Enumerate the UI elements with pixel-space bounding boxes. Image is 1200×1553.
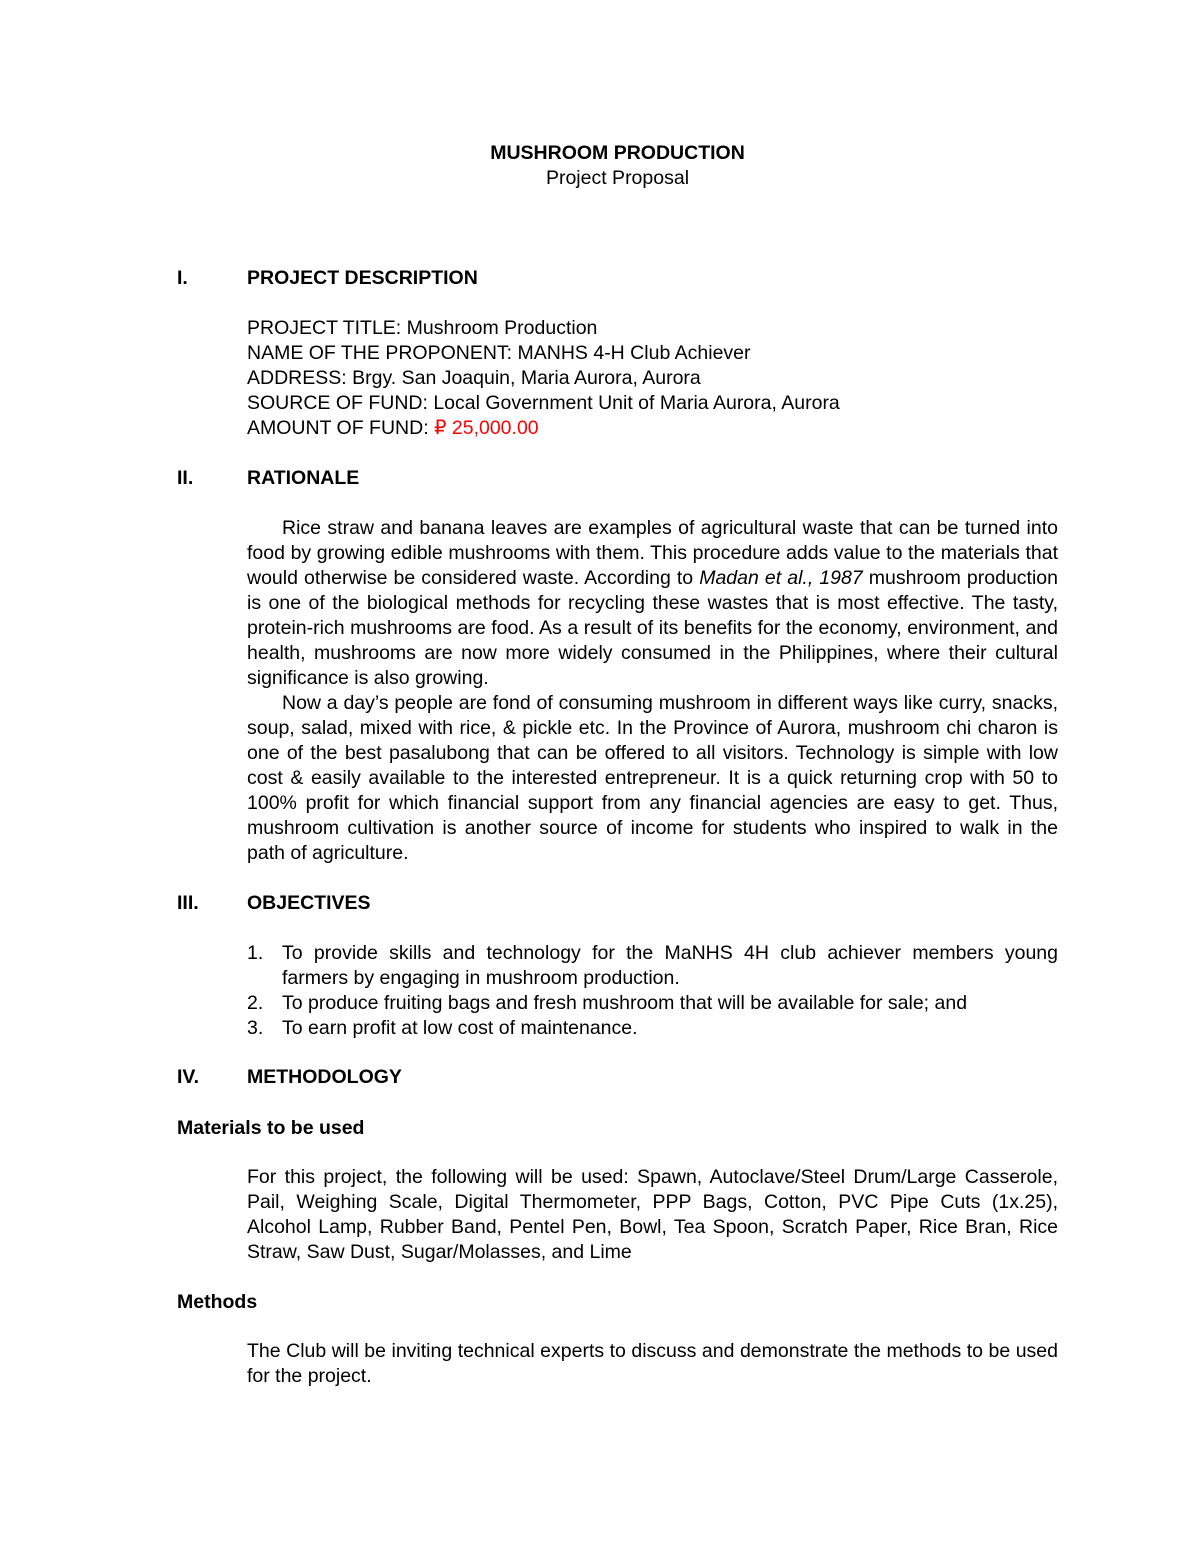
list-number: 1.: [247, 942, 264, 964]
methods-heading: Methods: [177, 1291, 258, 1313]
list-item: [247, 1016, 1058, 1041]
amount-label: AMOUNT OF FUND:: [247, 417, 435, 439]
section-heading-rationale: [177, 466, 1058, 491]
list-text: To earn profit at low cost of maintenance.: [282, 1017, 638, 1039]
methods-paragraph: The Club will be inviting technical experts to discuss and demonstrate the methods to be used for the project.: [247, 1340, 1058, 1387]
rationale-text: Rice straw and banana leaves are examples of agricultural waste that can be turned into food by growing edible mushrooms with them. This procedure adds value to the materials that would otherwise be considered waste. According to: [247, 517, 1058, 589]
section-number: I.: [177, 267, 188, 289]
list-item: [247, 941, 1058, 991]
amount-value: ₽ 25,000.00: [434, 417, 539, 439]
section-number: II.: [177, 467, 194, 489]
list-item: [247, 991, 1058, 1016]
section-heading-methodology: [177, 1065, 1058, 1090]
project-title-line: PROJECT TITLE: Mushroom Production: [247, 317, 598, 339]
citation: Madan et al., 1987: [699, 567, 863, 589]
section-title: METHODOLOGY: [247, 1066, 402, 1088]
list-number: 3.: [247, 1017, 264, 1039]
section-title: RATIONALE: [247, 467, 360, 489]
section-title: PROJECT DESCRIPTION: [247, 267, 478, 289]
document-subtitle: Project Proposal: [545, 167, 690, 189]
list-text: To produce fruiting bags and fresh mushroom that will be available for sale; and: [282, 992, 968, 1014]
rationale-paragraph-1: [247, 516, 1058, 691]
section-heading-description: [177, 266, 1058, 291]
amount-of-fund-line: [247, 416, 1058, 441]
document-body: [177, 141, 1058, 1389]
source-of-fund-line: SOURCE OF FUND: Local Government Unit of Maria Aurora, Aurora: [247, 392, 840, 414]
document-title: MUSHROOM PRODUCTION: [490, 142, 745, 164]
list-number: 2.: [247, 992, 264, 1014]
methods-body: [247, 1339, 1058, 1389]
address-line: ADDRESS: Brgy. San Joaquin, Maria Aurora, Aurora: [247, 367, 701, 389]
objectives-list: [247, 941, 1058, 1041]
section-number: III.: [177, 892, 199, 914]
materials-paragraph: For this project, the following will be used: Spawn, Autoclave/Steel Drum/Large Casserole, Pail, Weighing Scale, Digital Thermometer, PPP Bags, Cotton, PVC Pipe Cuts (1x.25), Alcohol Lamp, Rubber Band, Pentel Pen, Bowl, Tea Spoon, Scratch Paper, Rice Bran, Rice Straw, Saw Dust, Sugar/Molasses, and Lime: [247, 1166, 1058, 1263]
project-details: [247, 316, 1058, 441]
rationale-paragraph-2: Now a day’s people are fond of consuming mushroom in different ways like curry, snacks, soup, salad, mixed with rice, & pickle etc. In the Province of Aurora, mushroom chi charon is one of the best pasalubong that can be offered to all visitors. Technology is simple with low cost & easily available to the interested entrepreneur. It is a quick returning crop with 50 to 100% profit for which financial support from any financial agencies are easy to get. Thus, mushroom cultivation is another source of income for students who inspired to walk in the path of agriculture.: [247, 692, 1058, 864]
rationale-body: [247, 516, 1058, 866]
list-text: To provide skills and technology for the MaNHS 4H club achiever members young farmers by engaging in mushroom production.: [282, 942, 1058, 989]
materials-body: [247, 1165, 1058, 1265]
materials-heading: Materials to be used: [177, 1117, 365, 1139]
rationale-text: mushroom production is one of the biological methods for recycling these wastes that is most effective. The tasty, protein-rich mushrooms are food. As a result of its benefits for the economy, environment, and health, mushrooms are now more widely consumed in the Philippines, where their cultural significance is also growing.: [247, 567, 1058, 689]
section-number: IV.: [177, 1066, 200, 1088]
section-title: OBJECTIVES: [247, 892, 371, 914]
section-heading-objectives: [177, 891, 1058, 916]
proponent-line: NAME OF THE PROPONENT: MANHS 4-H Club Achiever: [247, 342, 751, 364]
